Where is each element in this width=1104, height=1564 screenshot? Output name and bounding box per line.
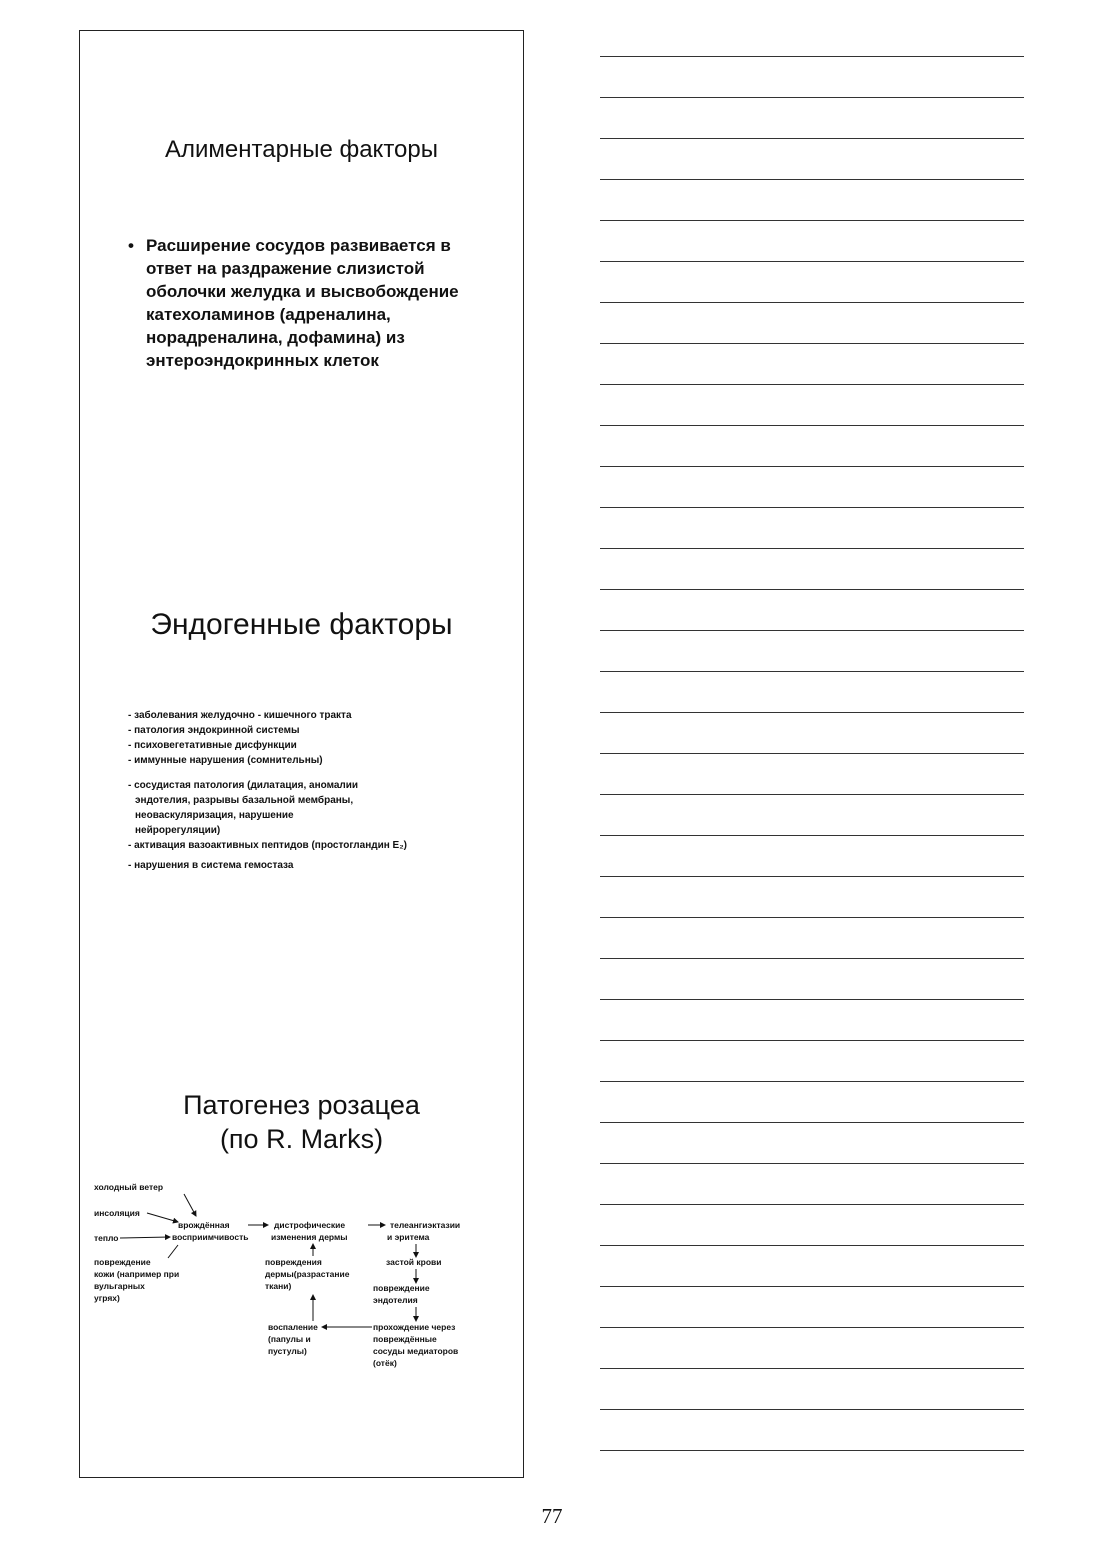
slide-alimentary-factors	[79, 30, 524, 510]
node-inflammation: воспаление	[268, 1322, 318, 1332]
list-item: - психовегетативные дисфункции	[128, 740, 297, 751]
arrow-cold-wind	[184, 1194, 196, 1216]
node-mediators-line: повреждённые	[373, 1334, 437, 1344]
arrow-heat	[120, 1237, 170, 1238]
node-telangiectasia-2: и эритема	[387, 1232, 430, 1242]
pathogenesis-diagram	[80, 988, 523, 1477]
node-heat: тепло	[94, 1233, 119, 1243]
list-item-continuation: эндотелия, разрывы базальной мембраны,	[135, 795, 354, 806]
slide-title: Эндогенные факторы	[150, 608, 453, 641]
node-dermis-damage: повреждения	[265, 1257, 322, 1267]
slide-title: Алиментарные факторы	[165, 136, 438, 163]
node-mediators: прохождение через	[373, 1322, 456, 1332]
slide-endogenous-factors	[79, 508, 524, 989]
node-telangiectasia-1: телеангиэктазии	[390, 1220, 461, 1230]
bullet-line: энтероэндокринных клеток	[146, 351, 379, 370]
arrow-insolation	[147, 1213, 178, 1222]
node-mediators-line: сосуды медиаторов	[373, 1346, 459, 1356]
bullet-line: Расширение сосудов развивается в	[146, 236, 451, 255]
slides-column	[79, 30, 524, 1478]
node-inflammation-line: (папулы и	[268, 1334, 311, 1344]
list-item-continuation: нейрорегуляции)	[135, 825, 221, 836]
slide-rosacea-pathogenesis	[79, 988, 524, 1478]
title-line: Патогенез розацеа	[183, 1090, 420, 1120]
page-number: 77	[541, 1504, 563, 1528]
list-item: - нарушения в система гемостаза	[128, 860, 294, 871]
node-blood-stasis: застой крови	[386, 1257, 442, 1267]
node-dystrophic-1: дистрофические	[274, 1220, 346, 1230]
bullet-line: оболочки желудка и высвобождение	[146, 282, 459, 301]
notes-lines	[600, 40, 1028, 1470]
bullet-text	[146, 234, 506, 372]
list-item: - активация вазоактивных пептидов (простогландин E₂)	[128, 840, 407, 851]
factor-list	[128, 708, 407, 873]
node-skin-damage-line: угрях)	[94, 1293, 120, 1303]
node-skin-damage-line: вульгарных	[94, 1281, 145, 1291]
node-mediators-line: (отёк)	[373, 1358, 397, 1368]
node-dystrophic-2: изменения дермы	[271, 1232, 348, 1242]
node-skin-damage: повреждение	[94, 1257, 151, 1267]
node-insolation: инсоляция	[94, 1208, 140, 1218]
node-dermis-damage-line: ткани)	[265, 1281, 292, 1291]
list-item: - патология эндокринной системы	[128, 725, 300, 736]
node-skin-damage-line: кожи (например при	[94, 1269, 180, 1279]
list-item: - иммунные нарушения (сомнительны)	[128, 755, 323, 766]
node-cold-wind: холодный ветер	[94, 1182, 164, 1192]
bullet-line: норадреналина, дофамина) из	[146, 328, 405, 347]
node-congenital-2: восприимчивость	[172, 1232, 249, 1242]
bullet-line: ответ на раздражение слизистой	[146, 259, 425, 278]
bullet-line: катехоламинов (адреналина,	[146, 305, 391, 324]
list-item-continuation: неоваскуляризация, нарушение	[135, 810, 294, 821]
node-congenital-1: врождённая	[178, 1220, 230, 1230]
bullet-icon: •	[128, 236, 134, 255]
title-line: (по R. Marks)	[219, 1124, 384, 1154]
list-item: - сосудистая патология (дилатация, аномалии	[128, 780, 359, 791]
list-item: - заболевания желудочно - кишечного тракта	[128, 710, 352, 721]
line-skin-damage	[168, 1245, 178, 1258]
bullet-item	[128, 234, 506, 372]
node-endothelium-damage-line: эндотелия	[373, 1295, 418, 1305]
node-inflammation-line: пустулы)	[268, 1346, 307, 1356]
node-endothelium-damage: повреждение	[373, 1283, 430, 1293]
node-dermis-damage-line: дермы(разрастание	[265, 1269, 350, 1279]
